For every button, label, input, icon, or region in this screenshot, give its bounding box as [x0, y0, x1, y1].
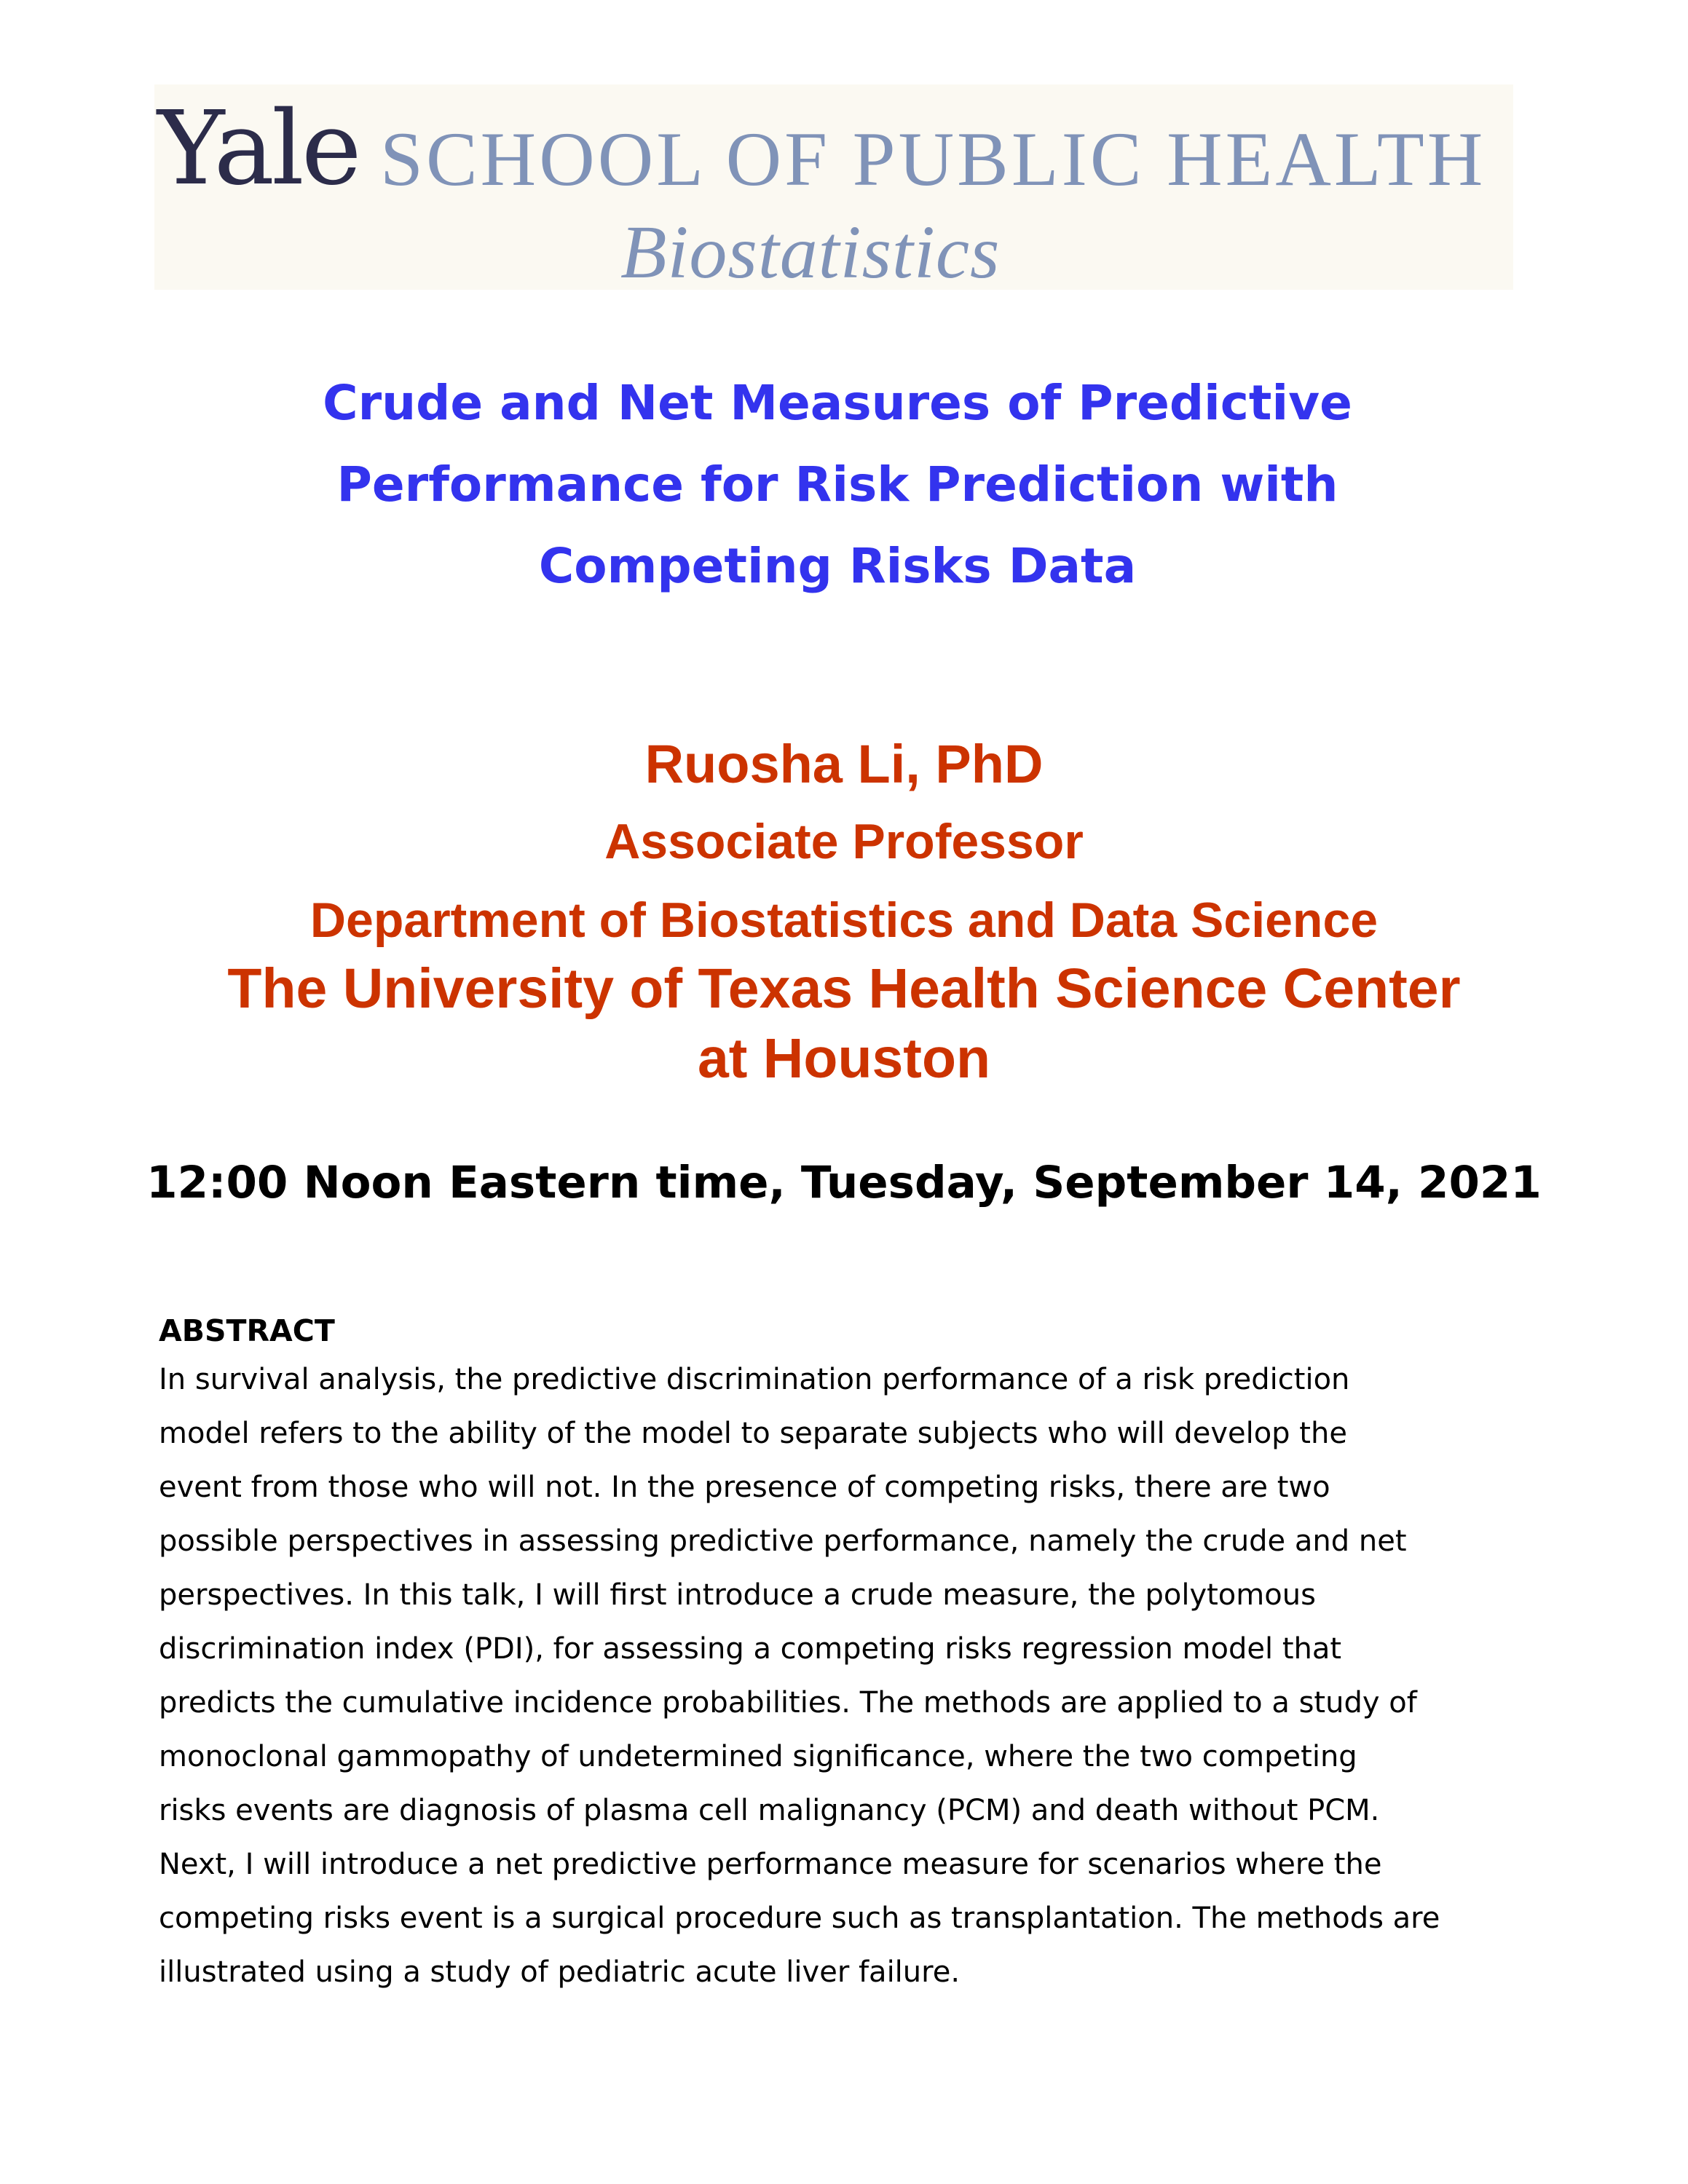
abstract-line: perspectives. In this talk, I will first introduce a crude measure, the polytomous [159, 1578, 1316, 1612]
abstract-line: model refers to the ability of the model to separate subjects who will develop the [159, 1417, 1347, 1450]
talk-title-line: Performance for Risk Prediction with [336, 456, 1338, 513]
abstract-line: monoclonal gammopathy of undetermined significance, where the two competing [159, 1740, 1357, 1773]
talk-title-line: Competing Risks Data [538, 538, 1137, 594]
speaker-department: Department of Biostatistics and Data Science [309, 893, 1379, 948]
abstract-line: illustrated using a study of pediatric acute liver failure. [159, 1955, 961, 1989]
abstract-line: risks events are diagnosis of plasma cell malignancy (PCM) and death without PCM. [159, 1794, 1380, 1827]
event-datetime: 12:00 Noon Eastern time, Tuesday, September 14, 2021 [146, 1157, 1542, 1208]
abstract-body [159, 1353, 1542, 1999]
abstract-line: competing risks event is a surgical procedure such as transplantation. The methods are [159, 1902, 1440, 1935]
speaker-position: Associate Professor [604, 814, 1084, 869]
talk-title-line: Crude and Net Measures of Predictive [323, 375, 1352, 431]
logo-wordmark-row [154, 87, 1513, 211]
abstract-line: event from those who will not. In the presence of competing risks, there are two [159, 1471, 1330, 1504]
speaker-institution [73, 954, 1615, 1093]
logo-department-name: Biostatistics [620, 210, 1001, 294]
yale-sph-biostatistics-logo [154, 84, 1513, 294]
abstract-line: Next, I will introduce a net predictive performance measure for scenarios where the [159, 1848, 1382, 1881]
abstract-line: discrimination index (PDI), for assessing a competing risks regression model that [159, 1632, 1342, 1666]
speaker-institution-line: The University of Texas Health Science Center [227, 957, 1461, 1020]
speaker-institution-line: at Houston [697, 1027, 991, 1090]
logo-school-name: SCHOOL OF PUBLIC HEALTH [380, 116, 1486, 202]
abstract-line: predicts the cumulative incidence probabilities. The methods are applied to a study of [159, 1686, 1417, 1720]
abstract-line: possible perspectives in assessing predictive performance, namely the crude and net [159, 1524, 1407, 1558]
speaker-name: Ruosha Li, PhD [644, 734, 1044, 794]
abstract-line: In survival analysis, the predictive discrimination performance of a risk prediction [159, 1363, 1350, 1396]
logo-yale-wordmark: Yale [157, 90, 359, 208]
talk-title [146, 363, 1529, 607]
abstract-heading: ABSTRACT [159, 1313, 335, 1348]
